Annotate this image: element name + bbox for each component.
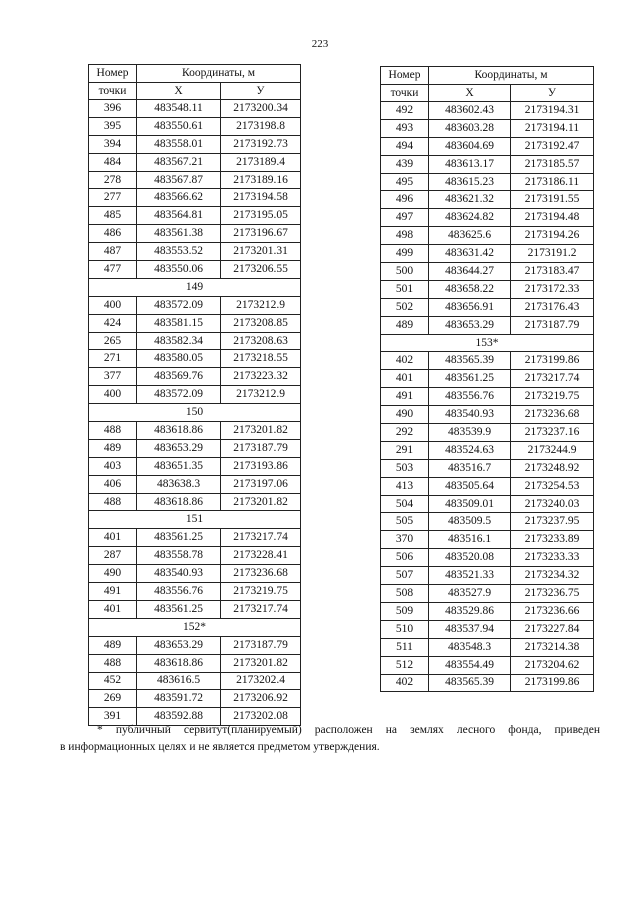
y-coordinate-cell: 2173219.75 xyxy=(221,583,301,601)
table-row xyxy=(381,513,594,531)
point-number-cell: 401 xyxy=(89,600,137,618)
table-row xyxy=(381,585,594,603)
y-coordinate-cell: 2173206.92 xyxy=(221,690,301,708)
x-coordinate-cell: 483644.27 xyxy=(429,263,511,281)
table-row xyxy=(381,495,594,513)
section-label: 150 xyxy=(89,404,301,422)
y-coordinate-cell: 2173196.67 xyxy=(221,225,301,243)
y-coordinate-cell: 2173201.82 xyxy=(221,493,301,511)
x-coordinate-cell: 483572.09 xyxy=(137,386,221,404)
y-coordinate-cell: 2173254.53 xyxy=(511,477,594,495)
section-row xyxy=(381,334,594,352)
table-row xyxy=(381,209,594,227)
table-row xyxy=(381,424,594,442)
coordinates-header: Координаты, м xyxy=(137,65,301,83)
point-number-cell: 277 xyxy=(89,189,137,207)
table-row xyxy=(89,135,301,153)
y-coordinate-cell: 2173172.33 xyxy=(511,280,594,298)
coordinates-header: Координаты, м xyxy=(429,67,594,85)
section-label: 153* xyxy=(381,334,594,352)
y-coordinate-cell: 2173194.58 xyxy=(221,189,301,207)
table-row xyxy=(89,207,301,225)
table-row xyxy=(89,583,301,601)
y-coordinate-cell: 2173194.11 xyxy=(511,119,594,137)
point-number-cell: 492 xyxy=(381,102,429,120)
x-coordinate-cell: 483558.01 xyxy=(137,135,221,153)
table-row xyxy=(381,656,594,674)
table-row xyxy=(381,102,594,120)
x-coordinate-cell: 483524.63 xyxy=(429,441,511,459)
x-coordinate-cell: 483529.86 xyxy=(429,602,511,620)
point-number-header: Номер xyxy=(381,67,429,85)
section-label: 151 xyxy=(89,511,301,529)
table-row xyxy=(381,674,594,692)
table-row xyxy=(381,191,594,209)
point-number-header: Номер xyxy=(89,65,137,83)
point-number-cell: 488 xyxy=(89,493,137,511)
y-coordinate-cell: 2173197.06 xyxy=(221,475,301,493)
y-coordinate-cell: 2173212.9 xyxy=(221,386,301,404)
y-coordinate-cell: 2173199.86 xyxy=(511,352,594,370)
point-number-cell: 406 xyxy=(89,475,137,493)
table-row xyxy=(89,600,301,618)
point-number-cell: 403 xyxy=(89,457,137,475)
x-coordinate-cell: 483516.7 xyxy=(429,459,511,477)
x-coordinate-cell: 483618.86 xyxy=(137,654,221,672)
table-row xyxy=(89,386,301,404)
point-number-cell: 487 xyxy=(89,243,137,261)
x-coordinate-cell: 483616.5 xyxy=(137,672,221,690)
y-coordinate-cell: 2173240.03 xyxy=(511,495,594,513)
table-row xyxy=(89,547,301,565)
point-number-cell: 424 xyxy=(89,314,137,332)
y-coordinate-cell: 2173237.95 xyxy=(511,513,594,531)
point-number-cell: 278 xyxy=(89,171,137,189)
x-coordinate-cell: 483651.35 xyxy=(137,457,221,475)
y-coordinate-cell: 2173217.74 xyxy=(221,529,301,547)
x-coordinate-cell: 483527.9 xyxy=(429,585,511,603)
table-row xyxy=(89,153,301,171)
footnote-line-2: в информационных целях и не является предметом утверждения. xyxy=(60,741,380,753)
table-row xyxy=(89,368,301,386)
table-row xyxy=(89,314,301,332)
point-number-cell: 493 xyxy=(381,119,429,137)
y-coordinate-cell: 2173195.05 xyxy=(221,207,301,225)
point-number-cell: 439 xyxy=(381,155,429,173)
table-row xyxy=(89,100,301,118)
x-coordinate-cell: 483653.29 xyxy=(137,636,221,654)
table-row xyxy=(89,225,301,243)
point-number-cell: 512 xyxy=(381,656,429,674)
y-coordinate-cell: 2173236.66 xyxy=(511,602,594,620)
point-number-cell: 485 xyxy=(89,207,137,225)
y-coordinate-cell: 2173244.9 xyxy=(511,441,594,459)
section-row xyxy=(89,404,301,422)
x-coordinate-cell: 483567.21 xyxy=(137,153,221,171)
section-label: 152* xyxy=(89,618,301,636)
table-row xyxy=(89,117,301,135)
y-coordinate-cell: 2173204.62 xyxy=(511,656,594,674)
page-number: 223 xyxy=(311,38,329,50)
x-coordinate-cell: 483561.25 xyxy=(429,370,511,388)
point-number-cell: 488 xyxy=(89,654,137,672)
point-number-cell: 402 xyxy=(381,352,429,370)
y-coordinate-cell: 2173192.47 xyxy=(511,137,594,155)
table-row xyxy=(89,529,301,547)
x-coordinate-cell: 483591.72 xyxy=(137,690,221,708)
y-coordinate-cell: 2173219.75 xyxy=(511,388,594,406)
table-row xyxy=(89,243,301,261)
point-number-cell: 497 xyxy=(381,209,429,227)
y-coordinate-cell: 2173218.55 xyxy=(221,350,301,368)
y-coordinate-cell: 2173217.74 xyxy=(511,370,594,388)
section-row xyxy=(89,278,301,296)
x-coordinate-cell: 483580.05 xyxy=(137,350,221,368)
x-coordinate-cell: 483592.88 xyxy=(137,708,221,726)
x-coordinate-cell: 483624.82 xyxy=(429,209,511,227)
y-coordinate-cell: 2173193.86 xyxy=(221,457,301,475)
point-number-cell: 292 xyxy=(381,424,429,442)
section-row xyxy=(89,618,301,636)
point-number-cell: 502 xyxy=(381,298,429,316)
coordinates-table-left xyxy=(88,64,301,726)
y-coordinate-cell: 2173214.38 xyxy=(511,638,594,656)
x-coordinate-cell: 483618.86 xyxy=(137,493,221,511)
point-number-cell: 400 xyxy=(89,296,137,314)
table-row xyxy=(89,475,301,493)
point-number-header-line2: точки xyxy=(381,85,429,102)
x-coordinate-cell: 483567.87 xyxy=(137,171,221,189)
x-coordinate-cell: 483656.91 xyxy=(429,298,511,316)
y-coordinate-cell: 2173189.4 xyxy=(221,153,301,171)
y-coordinate-cell: 2173206.55 xyxy=(221,261,301,279)
point-number-cell: 291 xyxy=(381,441,429,459)
y-coordinate-cell: 2173189.16 xyxy=(221,171,301,189)
y-coordinate-cell: 2173200.34 xyxy=(221,100,301,118)
y-coordinate-cell: 2173199.86 xyxy=(511,674,594,692)
table-row xyxy=(381,602,594,620)
point-number-cell: 508 xyxy=(381,585,429,603)
y-coordinate-cell: 2173217.74 xyxy=(221,600,301,618)
table-row xyxy=(381,316,594,334)
table-row xyxy=(89,672,301,690)
point-number-cell: 491 xyxy=(89,583,137,601)
point-number-cell: 503 xyxy=(381,459,429,477)
x-coordinate-cell: 483569.76 xyxy=(137,368,221,386)
point-number-cell: 271 xyxy=(89,350,137,368)
y-coordinate-cell: 2173185.57 xyxy=(511,155,594,173)
y-coordinate-cell: 2173192.73 xyxy=(221,135,301,153)
point-number-cell: 505 xyxy=(381,513,429,531)
point-number-cell: 265 xyxy=(89,332,137,350)
point-number-cell: 501 xyxy=(381,280,429,298)
x-header: X xyxy=(137,83,221,100)
point-number-cell: 494 xyxy=(381,137,429,155)
x-coordinate-cell: 483540.93 xyxy=(429,406,511,424)
y-header: У xyxy=(221,83,301,100)
x-coordinate-cell: 483556.76 xyxy=(137,583,221,601)
x-coordinate-cell: 483537.94 xyxy=(429,620,511,638)
point-number-cell: 496 xyxy=(381,191,429,209)
table-row xyxy=(89,171,301,189)
x-coordinate-cell: 483548.3 xyxy=(429,638,511,656)
y-coordinate-cell: 2173208.63 xyxy=(221,332,301,350)
point-number-cell: 504 xyxy=(381,495,429,513)
x-coordinate-cell: 483618.86 xyxy=(137,422,221,440)
y-coordinate-cell: 2173236.68 xyxy=(511,406,594,424)
y-coordinate-cell: 2173194.26 xyxy=(511,227,594,245)
table-row xyxy=(381,370,594,388)
point-number-cell: 488 xyxy=(89,422,137,440)
footnote-line-1: * публичный сервитут(планируемый) расположен на землях лесного фонда, приведен xyxy=(97,724,600,736)
table-row xyxy=(381,638,594,656)
point-number-cell: 506 xyxy=(381,549,429,567)
y-coordinate-cell: 2173248.92 xyxy=(511,459,594,477)
x-coordinate-cell: 483561.25 xyxy=(137,529,221,547)
table-row xyxy=(381,567,594,585)
table-row xyxy=(381,549,594,567)
point-number-cell: 413 xyxy=(381,477,429,495)
point-number-cell: 486 xyxy=(89,225,137,243)
table-row xyxy=(89,332,301,350)
y-coordinate-cell: 2173187.79 xyxy=(221,439,301,457)
y-coordinate-cell: 2173208.85 xyxy=(221,314,301,332)
point-number-cell: 484 xyxy=(89,153,137,171)
table-row xyxy=(381,620,594,638)
table-row xyxy=(89,261,301,279)
y-coordinate-cell: 2173237.16 xyxy=(511,424,594,442)
point-number-cell: 490 xyxy=(381,406,429,424)
table-row xyxy=(89,457,301,475)
y-coordinate-cell: 2173176.43 xyxy=(511,298,594,316)
table-row xyxy=(381,477,594,495)
x-coordinate-cell: 483658.22 xyxy=(429,280,511,298)
x-coordinate-cell: 483548.11 xyxy=(137,100,221,118)
x-coordinate-cell: 483521.33 xyxy=(429,567,511,585)
y-coordinate-cell: 2173202.08 xyxy=(221,708,301,726)
x-coordinate-cell: 483604.69 xyxy=(429,137,511,155)
section-label: 149 xyxy=(89,278,301,296)
x-coordinate-cell: 483550.06 xyxy=(137,261,221,279)
x-coordinate-cell: 483565.39 xyxy=(429,674,511,692)
table-row xyxy=(381,388,594,406)
y-coordinate-cell: 2173187.79 xyxy=(221,636,301,654)
y-coordinate-cell: 2173194.31 xyxy=(511,102,594,120)
y-coordinate-cell: 2173191.55 xyxy=(511,191,594,209)
table-row xyxy=(381,280,594,298)
x-coordinate-cell: 483638.3 xyxy=(137,475,221,493)
table-row xyxy=(89,654,301,672)
point-number-cell: 402 xyxy=(381,674,429,692)
table-row xyxy=(89,296,301,314)
table-row xyxy=(89,493,301,511)
y-coordinate-cell: 2173186.11 xyxy=(511,173,594,191)
x-coordinate-cell: 483572.09 xyxy=(137,296,221,314)
y-coordinate-cell: 2173212.9 xyxy=(221,296,301,314)
y-coordinate-cell: 2173191.2 xyxy=(511,245,594,263)
x-coordinate-cell: 483561.38 xyxy=(137,225,221,243)
x-header: X xyxy=(429,85,511,102)
x-coordinate-cell: 483625.6 xyxy=(429,227,511,245)
x-coordinate-cell: 483509.01 xyxy=(429,495,511,513)
table-row xyxy=(381,352,594,370)
table-row xyxy=(89,690,301,708)
y-coordinate-cell: 2173234.32 xyxy=(511,567,594,585)
point-number-cell: 489 xyxy=(89,636,137,654)
y-coordinate-cell: 2173233.33 xyxy=(511,549,594,567)
point-number-cell: 498 xyxy=(381,227,429,245)
point-number-cell: 395 xyxy=(89,117,137,135)
table-row xyxy=(89,565,301,583)
x-coordinate-cell: 483520.08 xyxy=(429,549,511,567)
y-coordinate-cell: 2173201.82 xyxy=(221,654,301,672)
point-number-cell: 510 xyxy=(381,620,429,638)
footnote xyxy=(60,722,600,756)
x-coordinate-cell: 483509.5 xyxy=(429,513,511,531)
y-coordinate-cell: 2173194.48 xyxy=(511,209,594,227)
x-coordinate-cell: 483554.49 xyxy=(429,656,511,674)
y-coordinate-cell: 2173201.82 xyxy=(221,422,301,440)
point-number-cell: 400 xyxy=(89,386,137,404)
y-coordinate-cell: 2173187.79 xyxy=(511,316,594,334)
x-coordinate-cell: 483621.32 xyxy=(429,191,511,209)
table-row xyxy=(381,459,594,477)
x-coordinate-cell: 483602.43 xyxy=(429,102,511,120)
table-row xyxy=(381,263,594,281)
x-coordinate-cell: 483505.64 xyxy=(429,477,511,495)
x-coordinate-cell: 483653.29 xyxy=(137,439,221,457)
y-coordinate-cell: 2173227.84 xyxy=(511,620,594,638)
x-coordinate-cell: 483556.76 xyxy=(429,388,511,406)
table-row xyxy=(381,298,594,316)
point-number-cell: 370 xyxy=(381,531,429,549)
point-number-cell: 401 xyxy=(381,370,429,388)
y-coordinate-cell: 2173202.4 xyxy=(221,672,301,690)
table-row xyxy=(89,189,301,207)
point-number-cell: 490 xyxy=(89,565,137,583)
table-row xyxy=(381,245,594,263)
x-coordinate-cell: 483561.25 xyxy=(137,600,221,618)
point-number-cell: 507 xyxy=(381,567,429,585)
point-number-cell: 500 xyxy=(381,263,429,281)
table-row xyxy=(381,119,594,137)
point-number-cell: 499 xyxy=(381,245,429,263)
y-coordinate-cell: 2173228.41 xyxy=(221,547,301,565)
x-coordinate-cell: 483553.52 xyxy=(137,243,221,261)
table-row xyxy=(381,155,594,173)
point-number-cell: 396 xyxy=(89,100,137,118)
x-coordinate-cell: 483540.93 xyxy=(137,565,221,583)
table-row xyxy=(381,227,594,245)
table-row xyxy=(381,406,594,424)
y-coordinate-cell: 2173236.75 xyxy=(511,585,594,603)
point-number-cell: 491 xyxy=(381,388,429,406)
x-coordinate-cell: 483566.62 xyxy=(137,189,221,207)
table-row xyxy=(89,439,301,457)
y-coordinate-cell: 2173198.8 xyxy=(221,117,301,135)
x-coordinate-cell: 483615.23 xyxy=(429,173,511,191)
x-coordinate-cell: 483539.9 xyxy=(429,424,511,442)
point-number-cell: 287 xyxy=(89,547,137,565)
table-row xyxy=(381,137,594,155)
point-number-cell: 509 xyxy=(381,602,429,620)
point-number-cell: 401 xyxy=(89,529,137,547)
table-row xyxy=(89,422,301,440)
point-number-cell: 495 xyxy=(381,173,429,191)
y-header: У xyxy=(511,85,594,102)
y-coordinate-cell: 2173233.89 xyxy=(511,531,594,549)
x-coordinate-cell: 483613.17 xyxy=(429,155,511,173)
table-row xyxy=(89,636,301,654)
x-coordinate-cell: 483564.81 xyxy=(137,207,221,225)
x-coordinate-cell: 483582.34 xyxy=(137,332,221,350)
point-number-cell: 269 xyxy=(89,690,137,708)
point-number-cell: 377 xyxy=(89,368,137,386)
point-number-cell: 489 xyxy=(381,316,429,334)
x-coordinate-cell: 483516.1 xyxy=(429,531,511,549)
table-row xyxy=(381,441,594,459)
x-coordinate-cell: 483565.39 xyxy=(429,352,511,370)
y-coordinate-cell: 2173183.47 xyxy=(511,263,594,281)
y-coordinate-cell: 2173236.68 xyxy=(221,565,301,583)
y-coordinate-cell: 2173223.32 xyxy=(221,368,301,386)
coordinates-table-right xyxy=(380,66,594,692)
x-coordinate-cell: 483581.15 xyxy=(137,314,221,332)
point-number-header-line2: точки xyxy=(89,83,137,100)
table-row xyxy=(89,350,301,368)
point-number-cell: 391 xyxy=(89,708,137,726)
point-number-cell: 489 xyxy=(89,439,137,457)
point-number-cell: 394 xyxy=(89,135,137,153)
table-row xyxy=(381,531,594,549)
point-number-cell: 477 xyxy=(89,261,137,279)
point-number-cell: 452 xyxy=(89,672,137,690)
point-number-cell: 511 xyxy=(381,638,429,656)
x-coordinate-cell: 483653.29 xyxy=(429,316,511,334)
x-coordinate-cell: 483558.78 xyxy=(137,547,221,565)
x-coordinate-cell: 483550.61 xyxy=(137,117,221,135)
y-coordinate-cell: 2173201.31 xyxy=(221,243,301,261)
x-coordinate-cell: 483603.28 xyxy=(429,119,511,137)
section-row xyxy=(89,511,301,529)
table-row xyxy=(381,173,594,191)
x-coordinate-cell: 483631.42 xyxy=(429,245,511,263)
